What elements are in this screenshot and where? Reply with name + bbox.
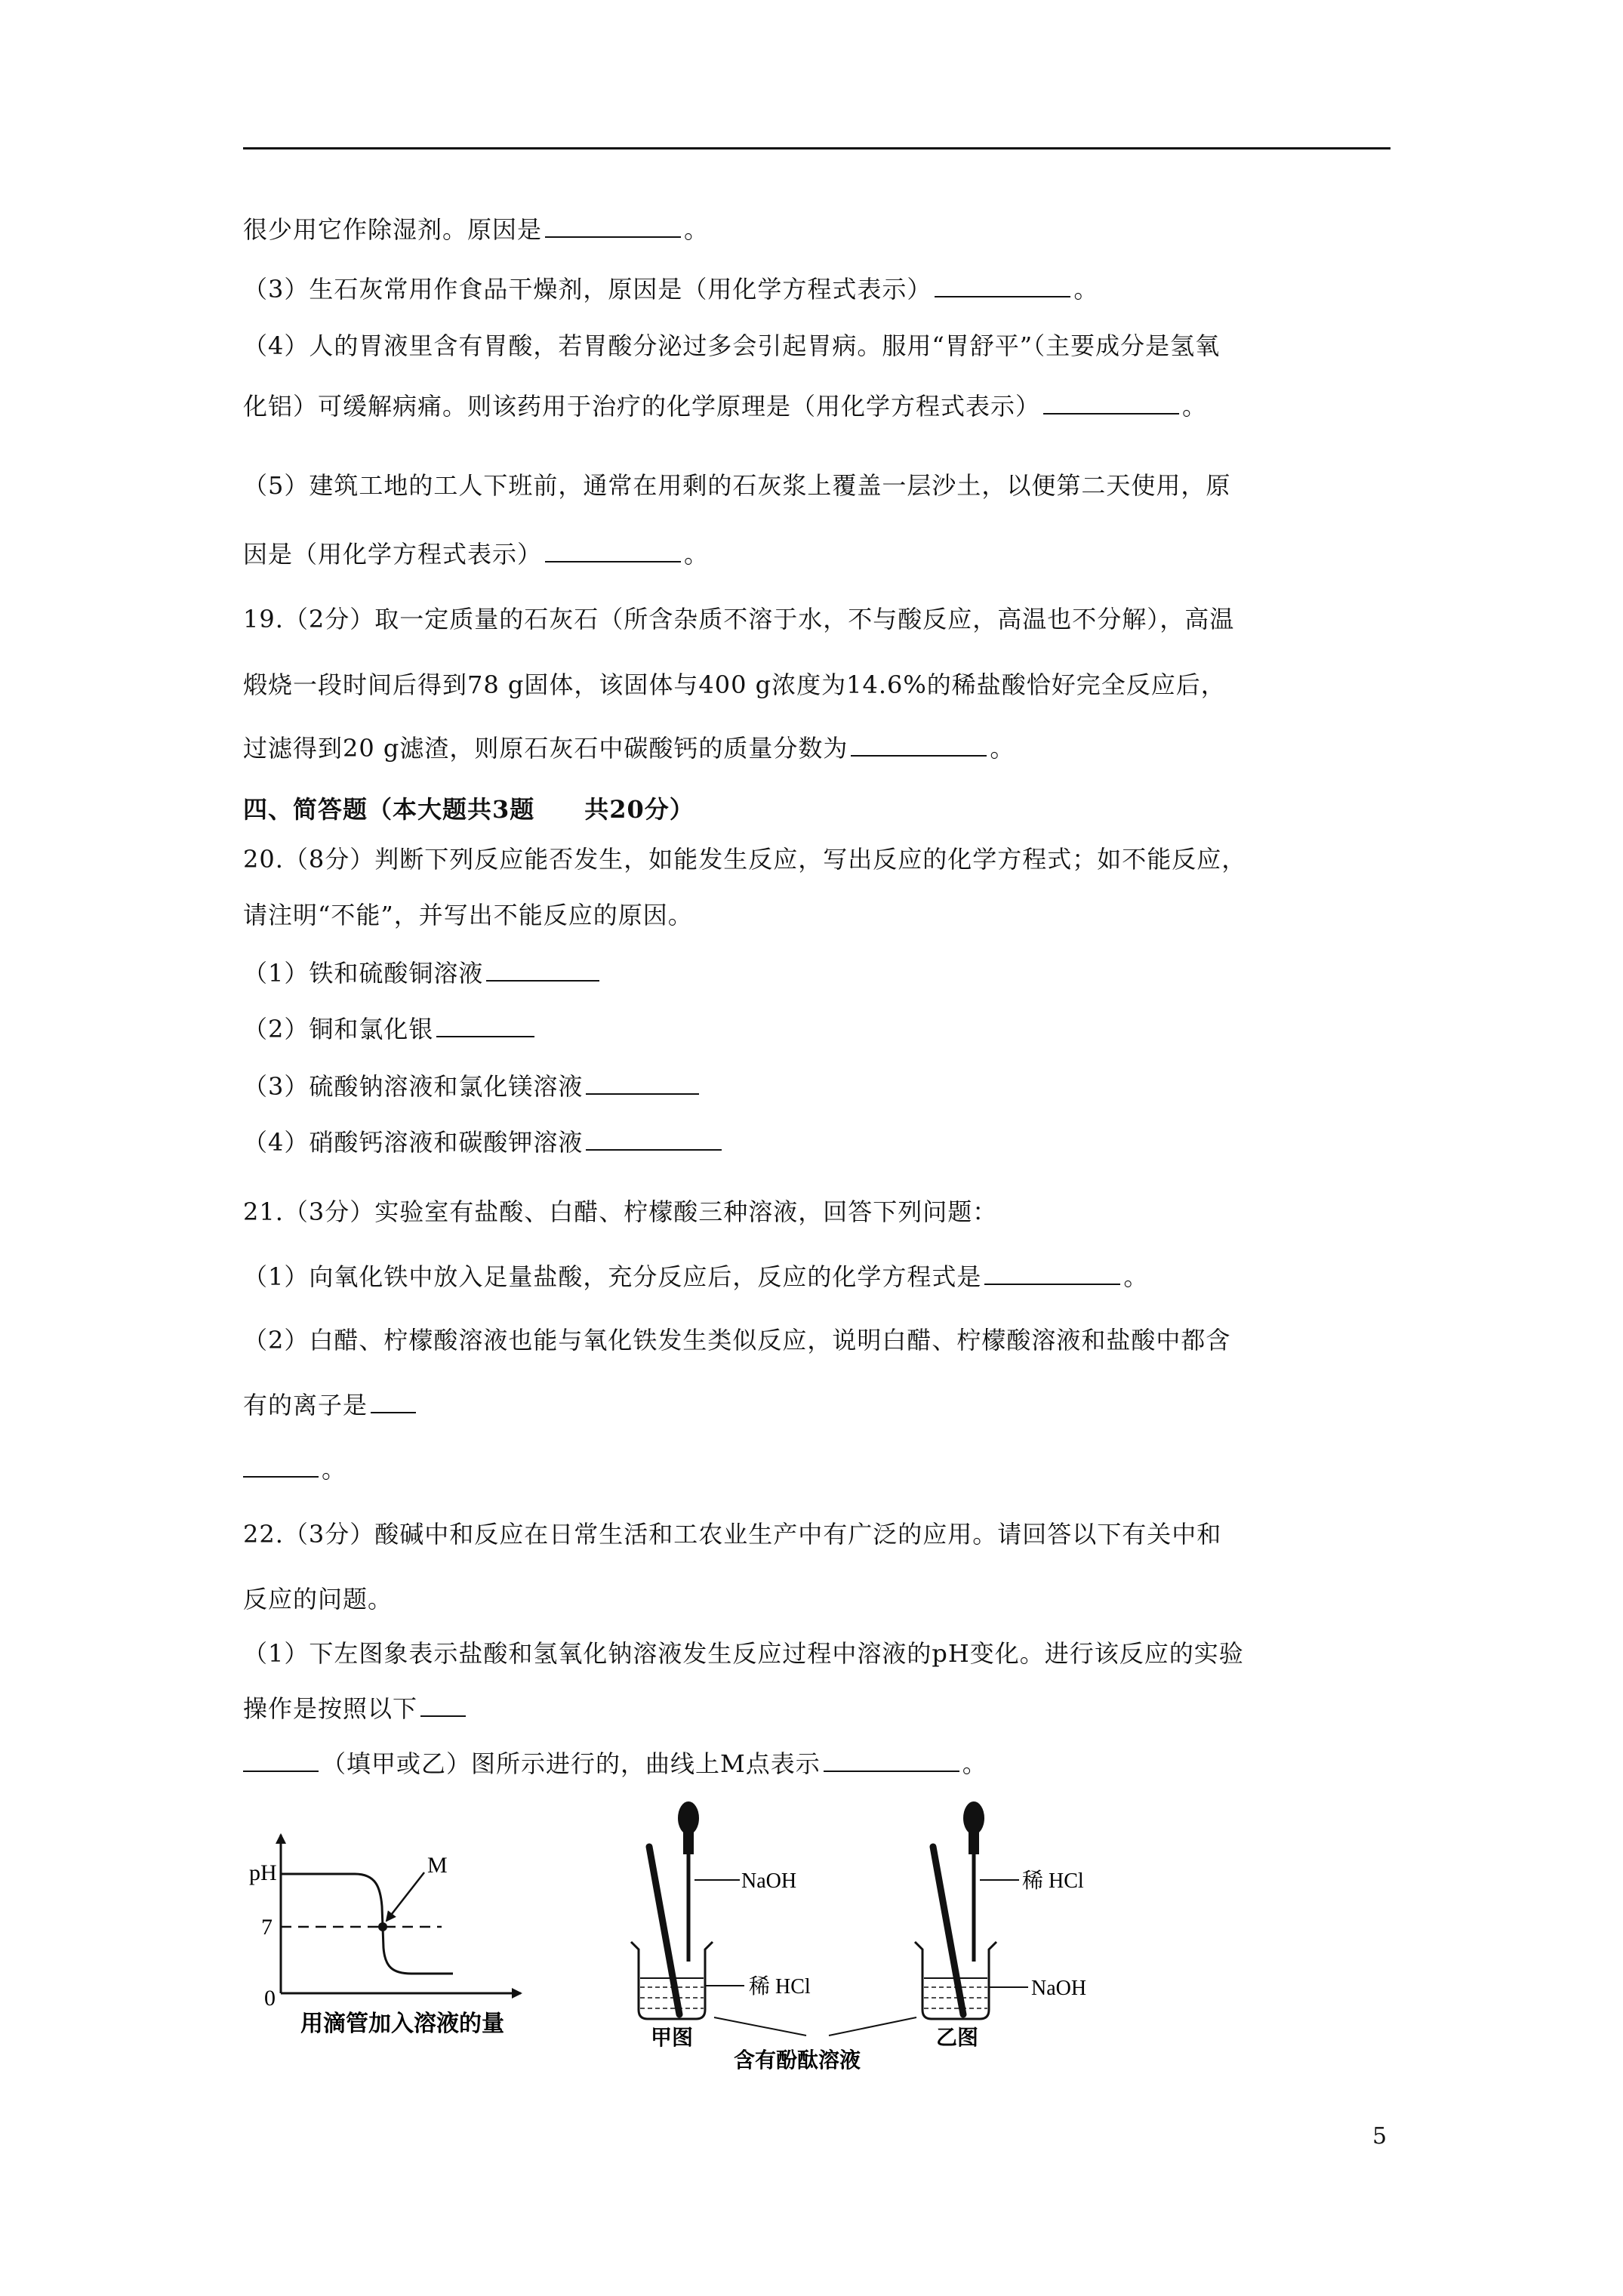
page-number: 5 bbox=[1372, 2123, 1387, 2150]
text-line: 很少用它作除湿剂。原因是 。 bbox=[243, 215, 710, 244]
dropper-label: 稀 HCl bbox=[1022, 1869, 1084, 1893]
question-21: 21.（3分）实验室有盐酸、白醋、柠檬酸三种溶液，回答下列问题： bbox=[243, 1197, 998, 1226]
beaker-body bbox=[631, 1942, 713, 2019]
answer-blank[interactable] bbox=[436, 1013, 534, 1037]
question-5: （5）建筑工地的工人下班前，通常在用剩的石灰浆上覆盖一层沙土，以便第二天使用，原 bbox=[243, 471, 1231, 500]
stirring-rod bbox=[649, 1847, 679, 2014]
answer-blank[interactable] bbox=[243, 1453, 319, 1478]
beaker-label: NaOH bbox=[1031, 1977, 1087, 2000]
text-line: 化铝）可缓解病痛。则该药用于治疗的化学原理是（用化学方程式表示） 。 bbox=[243, 392, 1208, 421]
point-m-marker bbox=[378, 1922, 387, 1931]
question-20-4: （4）硝酸钙溶液和碳酸钾溶液 bbox=[243, 1126, 725, 1157]
answer-blank[interactable] bbox=[486, 957, 599, 982]
answer-blank[interactable] bbox=[824, 1748, 959, 1772]
question-20-2: （2）铜和氯化银 bbox=[243, 1013, 537, 1044]
text-line: 有的离子是 bbox=[243, 1389, 419, 1420]
question-3: （3）生石灰常用作食品干燥剂，原因是（用化学方程式表示） 。 bbox=[243, 275, 1099, 304]
section-heading: 四、简答题（本大题共3题 共20分） bbox=[243, 795, 694, 824]
beaker-body bbox=[915, 1942, 996, 2019]
text-line: 。 bbox=[243, 1453, 346, 1484]
stirring-rod bbox=[933, 1847, 963, 2014]
text-line: 过滤得到20 g滤渣，则原石灰石中碳酸钙的质量分数为 。 bbox=[243, 734, 1015, 763]
dropper-bulb bbox=[963, 1801, 984, 1835]
answer-blank[interactable] bbox=[371, 1389, 416, 1413]
question-22: 22.（3分）酸碱中和反应在日常生活和工农业生产中有广泛的应用。请回答以下有关中和 bbox=[243, 1520, 1222, 1549]
ph-curve bbox=[281, 1874, 453, 1974]
answer-blank[interactable] bbox=[1043, 390, 1179, 415]
question-20: 20.（8分）判断下列反应能否发生，如能发生反应，写出反应的化学方程式；如不能反应， bbox=[243, 845, 1247, 874]
x-axis-label: 用滴管加入溶液的量 bbox=[300, 2011, 504, 2036]
text-line: 煅烧一段时间后得到78 g固体，该固体与400 g浓度为14.6%的稀盐酸恰好完全反应后， bbox=[243, 670, 1226, 699]
question-22-1: （1）下左图象表示盐酸和氢氧化钠溶液发生反应过程中溶液的pH变化。进行该反应的实验 bbox=[243, 1639, 1244, 1668]
question-4: （4）人的胃液里含有胃酸，若胃酸分泌过多会引起胃病。服用“胃舒平”（主要成分是氢氧 bbox=[243, 331, 1221, 360]
beaker-yi bbox=[915, 1801, 1086, 2050]
answer-blank[interactable] bbox=[586, 1126, 722, 1151]
question-21-2: （2）白醋、柠檬酸溶液也能与氧化铁发生类似反应，说明白醋、柠檬酸溶液和盐酸中都含 bbox=[243, 1326, 1231, 1354]
dropper-label: NaOH bbox=[741, 1869, 797, 1893]
y-axis-label: pH bbox=[249, 1860, 277, 1885]
answer-blank[interactable] bbox=[984, 1261, 1120, 1285]
answer-blank[interactable] bbox=[545, 214, 681, 238]
header-rule bbox=[243, 147, 1390, 149]
tick-7-label: 7 bbox=[261, 1915, 273, 1940]
question-20-1: （1）铁和硫酸铜溶液 bbox=[243, 957, 602, 988]
answer-blank[interactable] bbox=[851, 732, 987, 757]
question-19: 19.（2分）取一定质量的石灰石（所含杂质不溶于水，不与酸反应，高温也不分解），高温 bbox=[243, 605, 1235, 633]
question-21-1: （1）向氧化铁中放入足量盐酸，充分反应后，反应的化学方程式是 。 bbox=[243, 1262, 1149, 1291]
point-m-label: M bbox=[427, 1853, 448, 1878]
answer-blank[interactable] bbox=[243, 1748, 319, 1772]
shared-solution-label: 含有酚酞溶液 bbox=[734, 2049, 861, 2073]
origin-label: 0 bbox=[264, 1986, 276, 2011]
dropper-bulb bbox=[678, 1801, 699, 1835]
text-line: 反应的问题。 bbox=[243, 1585, 393, 1613]
text-line: （填甲或乙）图所示进行的，曲线上M点表示 。 bbox=[243, 1748, 987, 1779]
point-m-arrow bbox=[387, 1872, 424, 1921]
ph-graph bbox=[249, 1835, 521, 2036]
answer-blank[interactable] bbox=[935, 273, 1070, 297]
caption: 甲图 bbox=[651, 2026, 694, 2050]
caption: 乙图 bbox=[936, 2026, 979, 2050]
text-line: 请注明“不能”，并写出不能反应的原因。 bbox=[243, 901, 693, 929]
text-line: 操作是按照以下 bbox=[243, 1693, 469, 1724]
answer-blank[interactable] bbox=[545, 538, 681, 562]
beaker-jia bbox=[631, 1801, 811, 2050]
beaker-label: 稀 HCl bbox=[749, 1975, 811, 1999]
answer-blank[interactable] bbox=[420, 1693, 466, 1717]
question-20-3: （3）硫酸钠溶液和氯化镁溶液 bbox=[243, 1071, 702, 1102]
text-line: 因是（用化学方程式表示） 。 bbox=[243, 540, 710, 569]
answer-blank[interactable] bbox=[586, 1071, 699, 1095]
